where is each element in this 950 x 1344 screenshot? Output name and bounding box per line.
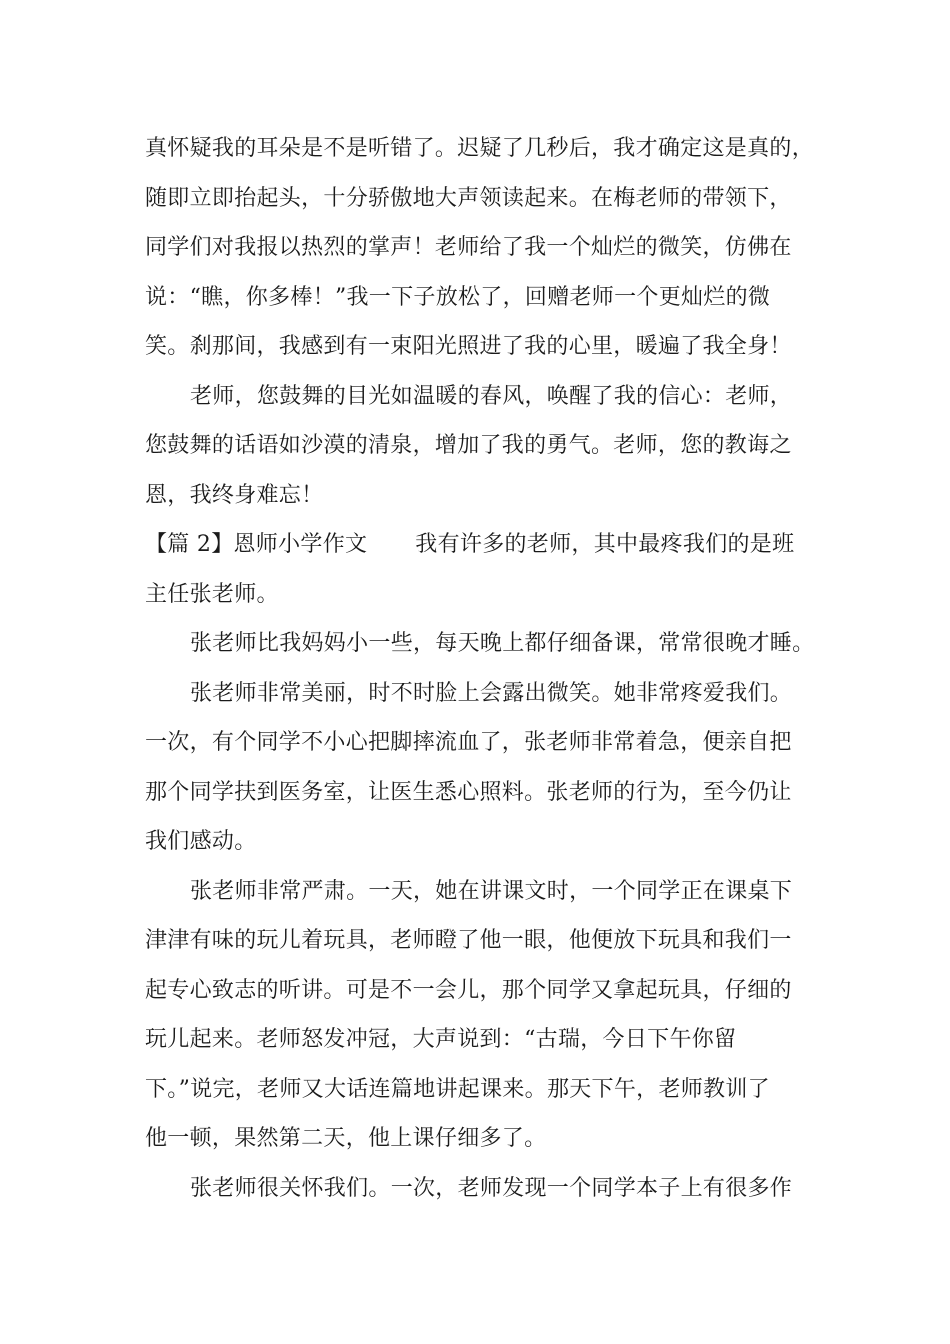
text-line: 主任张老师。 [145, 581, 279, 607]
text-line: 张老师非常严肃。一天，她在讲课文时，一个同学正在课桌下 [190, 878, 793, 904]
text-line: 张老师非常美丽，时不时脸上会露出微笑。她非常疼爱我们。 [190, 680, 793, 706]
section-heading-line [145, 520, 815, 570]
text-line: 老师，您鼓舞的目光如温暖的春风，唤醒了我的信心：老师， [190, 383, 793, 409]
text-line: 张老师比我妈妈小一些，每天晚上都仔细备课，常常很晚才睡。 [190, 631, 815, 656]
text-line: 说：“瞧，你多棒！”我一下子放松了，回赠老师一个更灿烂的微 [145, 284, 771, 310]
text-line: 真怀疑我的耳朵是不是听错了。迟疑了几秒后，我才确定这是真的， [145, 136, 815, 161]
text-line: 您鼓舞的话语如沙漠的清泉，增加了我的勇气。老师，您的教诲之 [145, 433, 792, 458]
text-line: 同学们对我报以热烈的掌声！老师给了我一个灿烂的微笑，仿佛在 [145, 235, 792, 260]
text-line: 下。”说完，老师又大话连篇地讲起课来。那天下午，老师教训了 [145, 1076, 770, 1102]
text-line: 津津有味的玩儿着玩具，老师瞪了他一眼，他便放下玩具和我们一 [145, 928, 792, 953]
text-line: 笑。刹那间，我感到有一束阳光照进了我的心里，暖遍了我全身！ [145, 334, 792, 359]
text-line: 玩儿起来。老师怒发冲冠，大声说到：“古瑞，今日下午你留 [145, 1027, 737, 1052]
text-line: 起专心致志的听讲。可是不一会儿，那个同学又拿起玩具，仔细的 [145, 977, 792, 1003]
section-heading: 【篇 2】恩师小学作文 [145, 532, 368, 557]
text-line: 那个同学扶到医务室，让医生悉心照料。张老师的行为，至今仍让 [145, 779, 792, 805]
text-segment: 我有许多的老师，其中最疼我们的是班 [415, 532, 795, 557]
text-line: 我们感动。 [145, 829, 257, 854]
essay-body [145, 124, 815, 1213]
text-line: 恩，我终身难忘！ [145, 482, 324, 508]
text-line: 张老师很关怀我们。一次，老师发现一个同学本子上有很多作 [190, 1175, 793, 1201]
text-line: 一次，有个同学不小心把脚摔流血了，张老师非常着急，便亲自把 [145, 730, 792, 755]
text-line: 他一顿，果然第二天，他上课仔细多了。 [145, 1126, 547, 1151]
text-line: 随即立即抬起头，十分骄傲地大声领读起来。在梅老师的带领下， [145, 185, 792, 211]
